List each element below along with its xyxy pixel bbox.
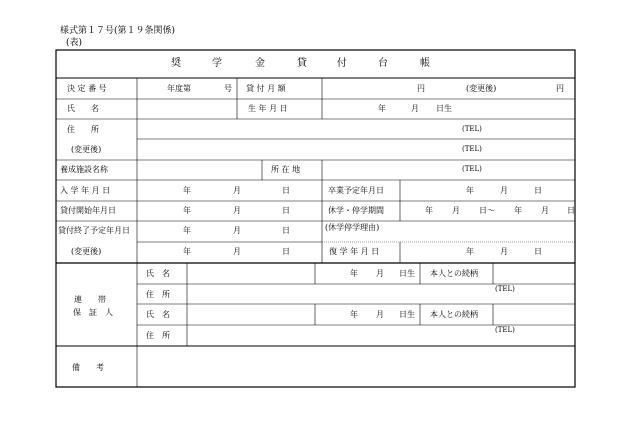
enrollment-date-label: 入 学 年 月 日 [60, 186, 111, 195]
day-unit: 日 [282, 206, 290, 215]
guarantor2-address-label: 住 所 [146, 331, 170, 340]
remarks-label: 備 考 [72, 363, 104, 372]
day-unit: 日 [534, 247, 542, 256]
month-unit: 月 [233, 186, 241, 195]
title-char: 付 [337, 58, 347, 69]
guarantor-label-line2: 保 証 人 [73, 308, 113, 317]
side-label: (表) [66, 38, 83, 48]
year-unit: 年 [183, 226, 191, 235]
guarantor2-name-label: 氏 名 [146, 310, 170, 319]
guarantor-label-line1: 連 帯 [74, 295, 106, 304]
location-label: 所 在 地 [271, 165, 301, 174]
go-text: 号 [224, 84, 232, 93]
loan-start-label: 貸付開始年月日 [60, 206, 116, 215]
year-unit: 年 [350, 269, 358, 278]
birthdate-label: 生 年 月 日 [248, 104, 288, 113]
tel-text: (TEL) [462, 165, 482, 173]
title-char: 金 [255, 58, 265, 69]
day-unit: 日 [282, 226, 290, 235]
address-label: 住 所 [67, 125, 99, 134]
guarantor1-relation-label: 本人との続柄 [430, 269, 478, 278]
year-unit: 年 [350, 310, 358, 319]
day-from-unit: 日〜 [479, 206, 495, 215]
month-unit: 月 [500, 186, 508, 195]
return-date-label: 復 学 年 月 日 [329, 247, 380, 256]
loan-end-changed-label: (変更後) [71, 247, 102, 256]
guarantor1-address-label: 住 所 [146, 290, 170, 299]
day-born-unit: 日生 [436, 104, 452, 113]
year-unit: 年 [183, 247, 191, 256]
guarantor2-relation-label: 本人との続柄 [430, 310, 478, 319]
day-born-unit: 日生 [399, 269, 415, 278]
month-unit: 月 [411, 104, 419, 113]
loan-amount-label: 貸 付 月 額 [246, 84, 286, 93]
day-unit: 日 [282, 186, 290, 195]
title-char: 貸 [297, 58, 307, 69]
day-unit: 日 [534, 186, 542, 195]
fiscal-year-text: 年度第 [167, 84, 191, 93]
month-unit: 月 [233, 206, 241, 215]
year-unit: 年 [466, 247, 474, 256]
address-changed-label: (変更後) [71, 145, 102, 154]
guarantor1-name-label: 氏 名 [146, 269, 170, 278]
loan-end-label: 貸付終了予定年月日 [58, 226, 130, 235]
year-unit: 年 [183, 186, 191, 195]
changed-after-text: (変更後) [466, 84, 497, 93]
tel-text: (TEL) [495, 285, 515, 293]
tel-text: (TEL) [495, 326, 515, 334]
name-label: 氏 名 [67, 104, 99, 113]
day-born-unit: 日生 [399, 310, 415, 319]
month-unit: 月 [541, 206, 549, 215]
suspension-reason-label: (休学停学理由) [325, 223, 380, 232]
suspension-period-label: 休学・停学期間 [328, 206, 384, 215]
month-unit: 月 [376, 269, 384, 278]
year-unit: 年 [425, 206, 433, 215]
year-unit: 年 [378, 104, 386, 113]
month-unit: 月 [233, 247, 241, 256]
yen-text: 円 [417, 84, 425, 93]
title-char: 学 [212, 58, 222, 69]
month-unit: 月 [500, 247, 508, 256]
form-number: 様式第１７号(第１９条関係) [60, 26, 176, 36]
day-unit: 日 [282, 247, 290, 256]
year-unit: 年 [466, 186, 474, 195]
year-unit: 年 [514, 206, 522, 215]
month-unit: 月 [233, 226, 241, 235]
tel-text: (TEL) [462, 145, 482, 153]
title-char: 奨 [171, 58, 181, 69]
title-char: 帳 [420, 58, 430, 69]
school-name-label: 養成施設名称 [60, 165, 108, 174]
year-unit: 年 [183, 206, 191, 215]
day-unit: 日 [567, 206, 575, 215]
decision-number-label: 決 定 番 号 [67, 84, 107, 93]
graduation-date-label: 卒業予定年月日 [328, 186, 384, 195]
yen-text: 円 [556, 84, 564, 93]
title-char: 台 [378, 58, 388, 69]
month-unit: 月 [452, 206, 460, 215]
tel-text: (TEL) [462, 125, 482, 133]
month-unit: 月 [376, 310, 384, 319]
